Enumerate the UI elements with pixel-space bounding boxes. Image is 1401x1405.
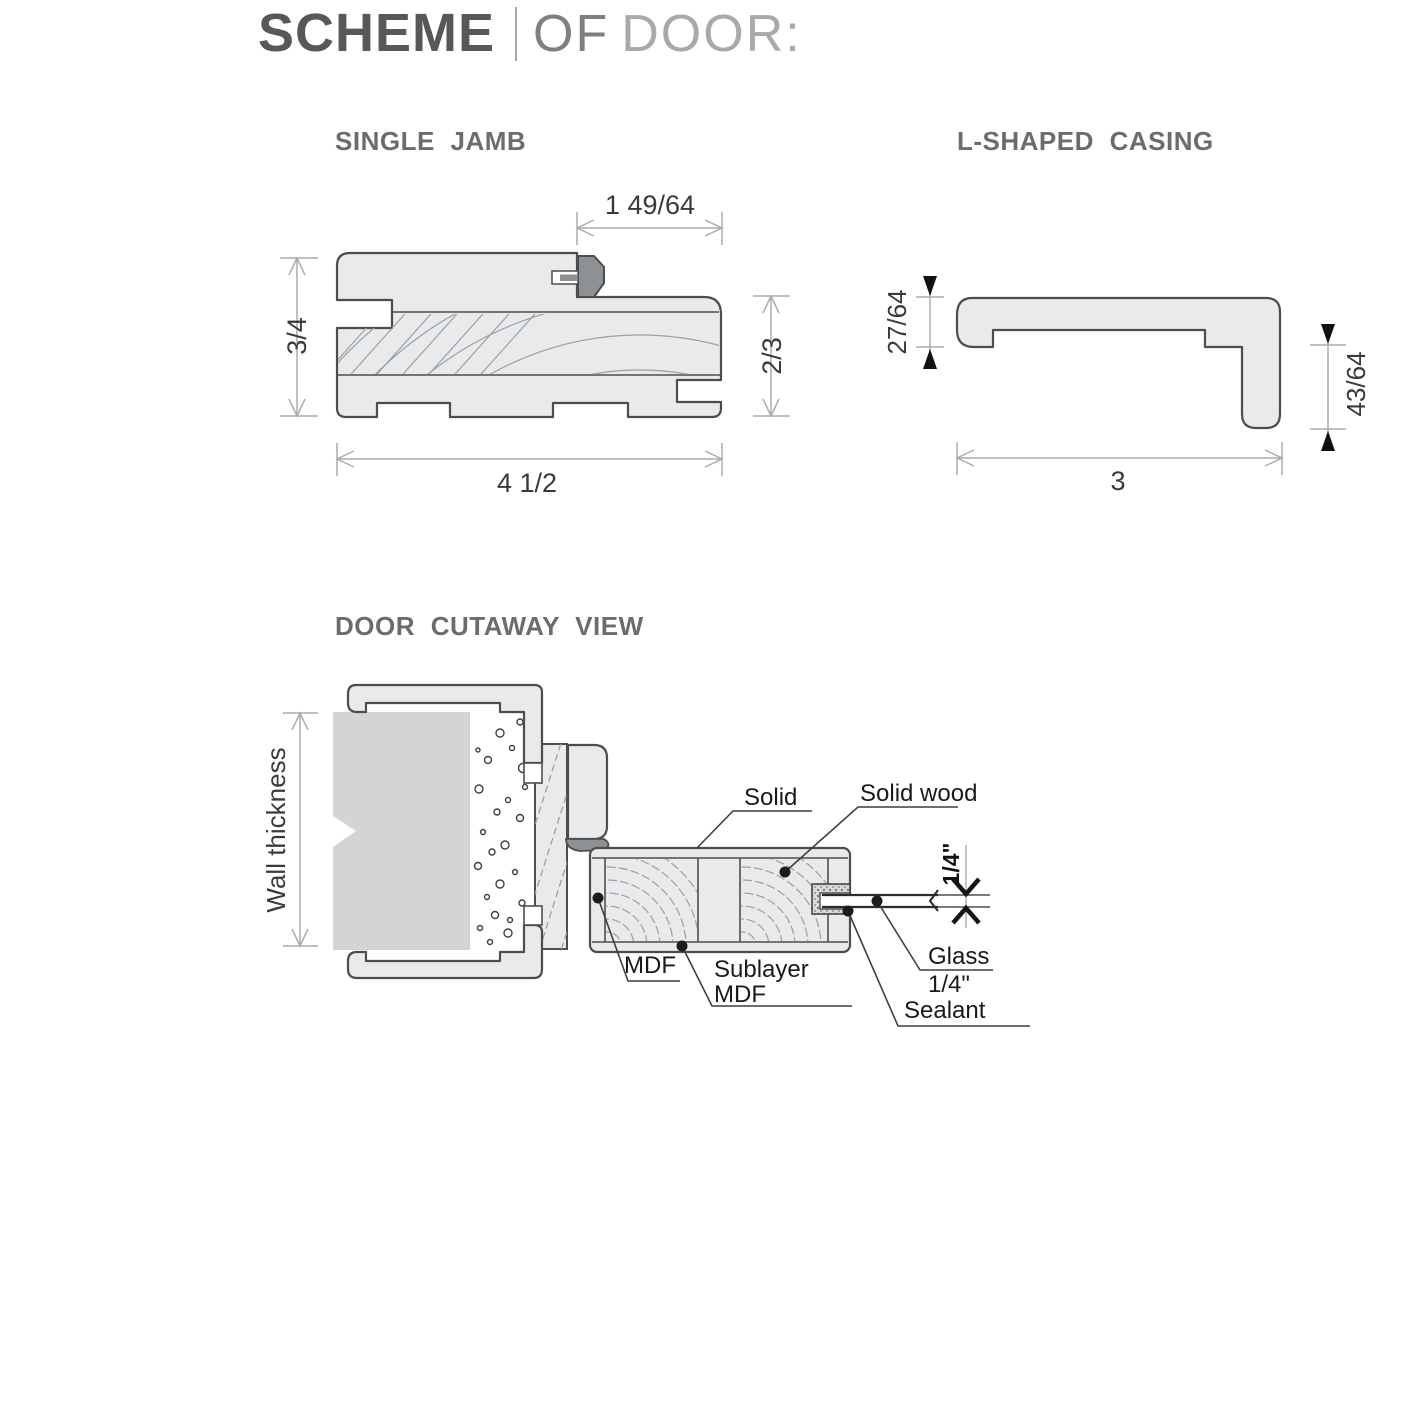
l-casing-profile <box>957 298 1280 428</box>
jamb-dim-right: 2/3 <box>757 337 787 375</box>
cutaway-title: DOOR CUTAWAY VIEW <box>335 611 644 641</box>
jamb-dim-top: 1 49/64 <box>604 190 696 220</box>
l-casing-drawing <box>916 276 1346 475</box>
foam-bubbles <box>475 719 528 945</box>
solid-wood-label: Solid wood <box>860 780 978 807</box>
casing-dim-left: 27/64 <box>882 289 912 355</box>
casing-dim-right: 43/64 <box>1341 351 1371 417</box>
solid-label: Solid <box>744 784 798 811</box>
title-of: OF <box>533 5 610 63</box>
sublayer-line1: Sublayer <box>714 956 809 983</box>
casing-dim-bottom: 3 <box>1110 466 1126 496</box>
page-title <box>258 2 802 64</box>
door-edge-block <box>568 745 607 839</box>
glass-line2: 1/4" <box>928 971 970 998</box>
l-casing-title: L-SHAPED CASING <box>957 126 1214 156</box>
title-door: DOOR: <box>621 5 802 63</box>
jamb-dim-bottom: 4 1/2 <box>496 468 558 498</box>
sublayer-line2: MDF <box>714 981 766 1008</box>
title-divider <box>515 7 517 61</box>
mdf-label: MDF <box>624 952 676 979</box>
sealant-label: Sealant <box>904 997 986 1024</box>
jamb-profile <box>337 253 721 417</box>
wall-thickness-label: Wall thickness <box>261 747 291 913</box>
sublayer-mdf-label <box>714 957 809 1007</box>
jamb-dim-left: 3/4 <box>282 317 312 355</box>
jamb-seal <box>578 256 604 297</box>
title-scheme: SCHEME <box>258 3 496 63</box>
glass-line1: Glass <box>928 943 990 970</box>
glass-label <box>928 944 989 997</box>
glass-thickness-label: 1/4" <box>938 842 964 886</box>
single-jamb-title: SINGLE JAMB <box>335 126 527 156</box>
